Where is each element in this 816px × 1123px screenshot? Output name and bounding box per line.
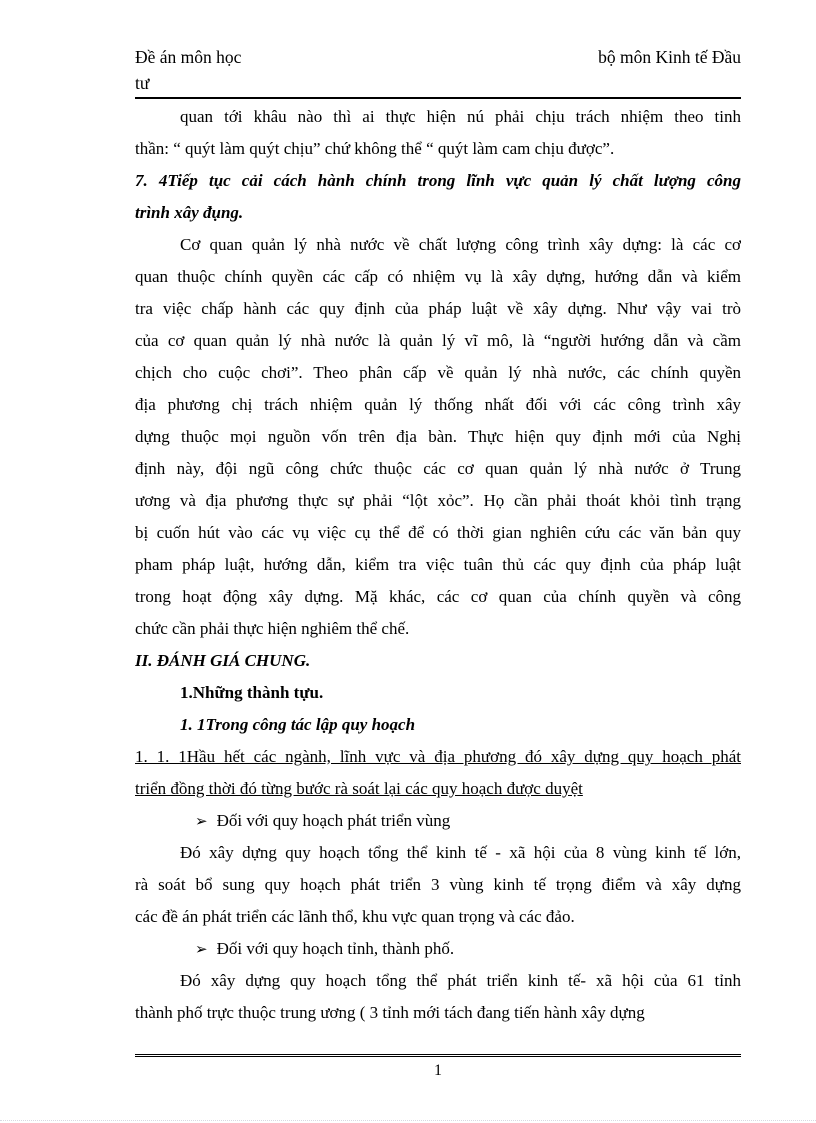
- text-line: chịch cho cuộc chơi”. Theo phân cấp về quản lý nhà nước, các chính quyền: [135, 363, 741, 382]
- text-line: triển đồng thời đó từng bước rà soát lại các quy hoạch được duyệt: [135, 779, 583, 798]
- arrow-bullet-icon: ➢: [195, 942, 208, 958]
- text-line: 7. 4Tiếp tục cải cách hành chính trong lĩnh vực quản lý chất lượng công: [135, 171, 741, 190]
- text-line: bị cuốn hút vào các vụ việc cụ thể để có thời gian nghiên cứu các văn bản quy: [135, 523, 741, 542]
- text-line: dựng thuộc mọi nguồn vốn trên địa bàn. Thực hiện quy định mới của Nghị: [135, 427, 741, 446]
- text-line: thành phố trực thuộc trung ương ( 3 tỉnh mới tách đang tiến hành xây dựng: [135, 1003, 645, 1022]
- arrow-bullet-icon: ➢: [195, 814, 208, 830]
- text-line: thần: “ quýt làm quýt chịu” chứ không thể “ quýt làm cam chịu được”.: [135, 139, 615, 158]
- text-line: định này, đội ngũ công chức thuộc các cơ quan quản lý nhà nước ở Trung: [135, 459, 741, 478]
- text-line: chức cần phải thực hiện nghiêm thể chế.: [135, 619, 410, 638]
- text-line: 1.Những thành tựu.: [180, 683, 324, 702]
- heading-1-1-quy-hoach: [135, 709, 741, 741]
- header-rule: [135, 97, 741, 99]
- paragraph-8-vung: [135, 837, 741, 933]
- header-right-title: bộ môn Kinh tế Đầu: [598, 47, 741, 67]
- page-footer: [135, 1054, 741, 1083]
- text-line: quan tới khâu nào thì ai thực hiện nú phải chịu trách nhiệm theo tinh: [180, 107, 741, 126]
- text-line: Đó xây dựng quy hoạch tổng thể phát triển kinh tế- xã hội của 61 tỉnh: [180, 971, 741, 990]
- text-line: 1. 1. 1Hầu hết các ngành, lĩnh vực và địa phương đó xây dựng quy hoạch phát: [135, 747, 741, 766]
- heading-1-nhung-thanh-tuu: [135, 677, 741, 709]
- text-line: rà soát bổ sung quy hoạch phát triển 3 vùng kinh tế trọng điểm và xây dựng: [135, 875, 741, 894]
- page-content: [135, 0, 741, 1029]
- text-line: pham pháp luật, hướng dẫn, kiểm tra việc tuân thủ các quy định của pháp luật: [135, 555, 741, 574]
- text-line: trình xây đụng.: [135, 203, 244, 222]
- text-line: Cơ quan quản lý nhà nước về chất lượng công trình xây dựng: là các cơ: [180, 235, 741, 254]
- bullet-quy-hoach-vung: [135, 805, 741, 837]
- heading-ii-danh-gia-chung: [135, 645, 741, 677]
- page-header: [135, 0, 741, 96]
- text-line: ương và địa phương thực sự phải “lột xỏc”. Họ cần phải thoát khỏi tình trạng: [135, 491, 741, 510]
- text-line: 1. 1Trong công tác lập quy hoạch: [180, 715, 416, 734]
- footer-rule: [135, 1054, 741, 1057]
- bullet-line: [135, 805, 741, 837]
- paragraph-61-tinh: [135, 965, 741, 1029]
- paragraph-responsibility: [135, 101, 741, 165]
- paragraph-state-management: [135, 229, 741, 645]
- text-line: II. ĐÁNH GIÁ CHUNG.: [135, 651, 311, 670]
- heading-1-1-1-underlined: [135, 741, 741, 805]
- header-wrap-text: tư: [135, 73, 150, 93]
- text-line: Đó xây dựng quy hoạch tổng thể kinh tế - xã hội của 8 vùng kinh tế lớn,: [180, 843, 741, 862]
- document-body: [135, 101, 741, 1029]
- text-line: tra việc chấp hành các quy định của pháp luật về xây dựng. Như vậy vai trò: [135, 299, 741, 318]
- text-line: địa phương chị trách nhiệm quản lý thống nhất đối với các công trình xây: [135, 395, 741, 414]
- bullet-text: Đối với quy hoạch phát triển vùng: [216, 811, 451, 830]
- text-line: quan thuộc chính quyền các cấp có nhiệm vụ là xây dựng, hướng dẫn và kiểm: [135, 267, 741, 286]
- scan-artifact-line: [0, 1120, 816, 1121]
- header-left-title: Đề án môn học: [135, 47, 242, 67]
- bullet-text: Đối với quy hoạch tỉnh, thành phố.: [216, 939, 455, 958]
- text-line: các đề án phát triển các lãnh thổ, khu vực quan trọng và các đảo.: [135, 907, 575, 926]
- text-line: trong hoạt động xây dựng. Mặ khác, các cơ quan của chính quyền và công: [135, 587, 741, 606]
- text-line: của cơ quan quản lý nhà nước là quản lý vĩ mô, là “người hướng dẫn và cầm: [135, 331, 741, 350]
- bullet-line: [135, 933, 741, 965]
- header-line: [135, 44, 741, 70]
- heading-7-4: [135, 165, 741, 229]
- page-number: 1: [434, 1062, 442, 1079]
- bullet-quy-hoach-tinh: [135, 933, 741, 965]
